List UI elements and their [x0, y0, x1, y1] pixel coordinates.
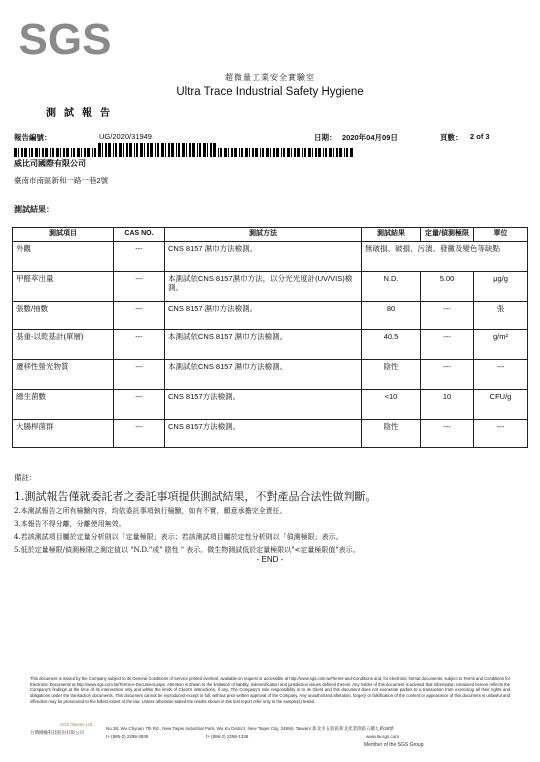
- cell-method: CNS 8157方法檢測。: [165, 419, 362, 447]
- date-label: 日期：: [314, 133, 337, 142]
- end-marker: - END -: [256, 555, 284, 564]
- cell-item: 甲醛萃出量: [13, 271, 114, 301]
- cell-cas: ---: [114, 241, 165, 271]
- note-item: 3.本報告不得分離，分離使用無效。: [14, 520, 126, 528]
- table-row: [13, 419, 528, 447]
- customer-name: 威比司國際有限公司: [14, 159, 86, 168]
- cell-item: 外觀: [13, 241, 114, 271]
- note-item: 1.測試報告僅就委託者之委託事項提供測試結果，不對產品合法性做判斷。: [14, 490, 377, 503]
- cell-item: 基重-以乾基計(單層): [13, 329, 114, 359]
- cell-unit: 張: [474, 301, 528, 329]
- sgs-logo: [18, 14, 112, 64]
- cell-item: 遷移性螢光物質: [13, 359, 114, 389]
- cell-result: 40.5: [362, 329, 421, 359]
- cell-limit: ---: [421, 329, 474, 359]
- results-table: [12, 227, 528, 448]
- footer-address: No.38, Wu Chyuan 7th Rd., New Taipei Industrial Park, Wu Ku District, New Taipei City, 24890, Taiwan/ 新北市五股區新北產業園區五權七路38號: [106, 726, 394, 731]
- cell-method: 本測試依CNS 8157濕巾方法，以分光光度計(UV/VIS)檢測。: [165, 271, 362, 301]
- cell-result: N.D.: [362, 271, 421, 301]
- results-label: 測試結果：: [14, 205, 54, 214]
- cell-method: CNS 8157 濕巾方法檢測。: [165, 301, 362, 329]
- document-title: 測試報告: [46, 108, 118, 119]
- note-item: 5.低於定量極限/偵測極限之測定值以 "N.D."或" 陰性 " 表示。微生物測試低於定量極限以"<定量極限值"表示。: [14, 546, 360, 554]
- footer-company-en: SGS Taiwan Ltd.: [60, 722, 94, 727]
- cell-limit: ---: [421, 359, 474, 389]
- cell-limit: ---: [421, 301, 474, 329]
- cell-unit: g/m²: [474, 329, 528, 359]
- footer-web: www.tw.sgs.com: [366, 734, 400, 739]
- customer-address: 臺南市南區新和一路一巷2號: [14, 176, 109, 185]
- cell-method: 本測試依CNS 8157 濕巾方法檢測。: [165, 359, 362, 389]
- cell-result: 陰性: [362, 359, 421, 389]
- col-header: 測試方法: [165, 228, 362, 242]
- lab-name-cn: 超微量工業安全實驗室: [225, 73, 315, 82]
- cell-unit: ---: [474, 359, 528, 389]
- table-row: [13, 301, 528, 329]
- cell-limit: 10: [421, 389, 474, 419]
- svg-text:SGS: SGS: [18, 15, 112, 64]
- cell-cas: ---: [114, 329, 165, 359]
- notes-label: 備註：: [14, 473, 37, 482]
- footer-member: Member of the SGS Group: [364, 742, 424, 748]
- cell-cas: ---: [114, 419, 165, 447]
- col-header: CAS NO.: [114, 228, 165, 242]
- cell-item: 總生菌數: [13, 389, 114, 419]
- cell-item: 張數/抽數: [13, 301, 114, 329]
- col-header: 單位: [474, 228, 528, 242]
- col-header: 測試項目: [13, 228, 114, 242]
- footer-disclaimer: This document is issued by the Company subject to its General Conditions of Service printed overleaf, available on request or accessible at http://www.sgs.com.tw/Terms-and-Conditions and, for electronic format documents, subject to Terms and Conditions for Electronic Documents at http://www.sgs.com.tw/Terms-e-Document.aspx. Attention is drawn to the limitation of liability, indemnification and jurisdiction issues defined therein. Any holder of this document is advised that information contained hereon reflects the Company's findings at the time of its intervention only and within the limits of Client's instructions, if any. The Company's sole responsibility is to its Client and this document does not exonerate parties to a transaction from exercising all their rights and obligations under the transaction documents. This document cannot be reproduced except in full, without prior written approval of the Company. Any unauthorized alteration, forgery or falsification of the content or appearance of this document is unlawful and offenders may be prosecuted to the fullest extent of the law. Unless otherwise stated the results shown in this test report refer only to the sample(s) tested.: [30, 676, 510, 704]
- report-no: UG/2020/31949: [99, 132, 152, 141]
- table-header-row: [13, 228, 528, 242]
- cell-method: 本測試依CNS 8157 濕巾方法檢測。: [165, 329, 362, 359]
- report-no-label: 報告編號：: [14, 133, 52, 142]
- cell-unit: CFU/g: [474, 389, 528, 419]
- cell-result: 無破損、破損、污漬、發黴及變色等缺點: [362, 241, 528, 271]
- lab-name-en: Ultra Trace Industrial Safety Hygiene: [176, 86, 364, 98]
- cell-item: 大腸桿菌群: [13, 419, 114, 447]
- cell-result: 80: [362, 301, 421, 329]
- table-row: [13, 359, 528, 389]
- col-header: 定量/偵測極限: [421, 228, 474, 242]
- cell-limit: ---: [421, 419, 474, 447]
- cell-method: CNS 8157方法檢測。: [165, 389, 362, 419]
- footer-company-cn: 台灣檢驗科技股份有限公司: [30, 730, 84, 735]
- cell-unit: μg/g: [474, 271, 528, 301]
- cell-cas: ---: [114, 359, 165, 389]
- table-row: [13, 329, 528, 359]
- date-value: 2020年04月09日: [342, 133, 398, 142]
- cell-result: <10: [362, 389, 421, 419]
- page-label: 頁數：: [440, 133, 463, 142]
- cell-unit: ---: [474, 419, 528, 447]
- note-item: 4.若該測試項目屬於定量分析則以「定量極限」表示；若該測試項目屬於定性分析則以「偵測極限」表示。: [14, 533, 343, 541]
- cell-limit: 5.00: [421, 271, 474, 301]
- footer-tel: t+ (886-2) 2299-3939: [106, 734, 149, 739]
- cell-method: CNS 8157 濕巾方法檢測。: [165, 241, 362, 271]
- footer-fax: f+ (886-2) 2298-1338: [206, 734, 249, 739]
- page-value: 2 of 3: [470, 132, 490, 141]
- cell-result: 陰性: [362, 419, 421, 447]
- table-row: [13, 271, 528, 301]
- table-row: [13, 389, 528, 419]
- note-item: 2.本測試報告之所有檢驗內容，均依委託事項執行檢驗，如有不實，願意承擔完全責任。: [14, 507, 287, 515]
- col-header: 測試結果: [362, 228, 421, 242]
- cell-cas: ---: [114, 389, 165, 419]
- table-row: [13, 241, 528, 271]
- cell-cas: ---: [114, 271, 165, 301]
- barcode: [14, 148, 354, 157]
- cell-cas: ---: [114, 301, 165, 329]
